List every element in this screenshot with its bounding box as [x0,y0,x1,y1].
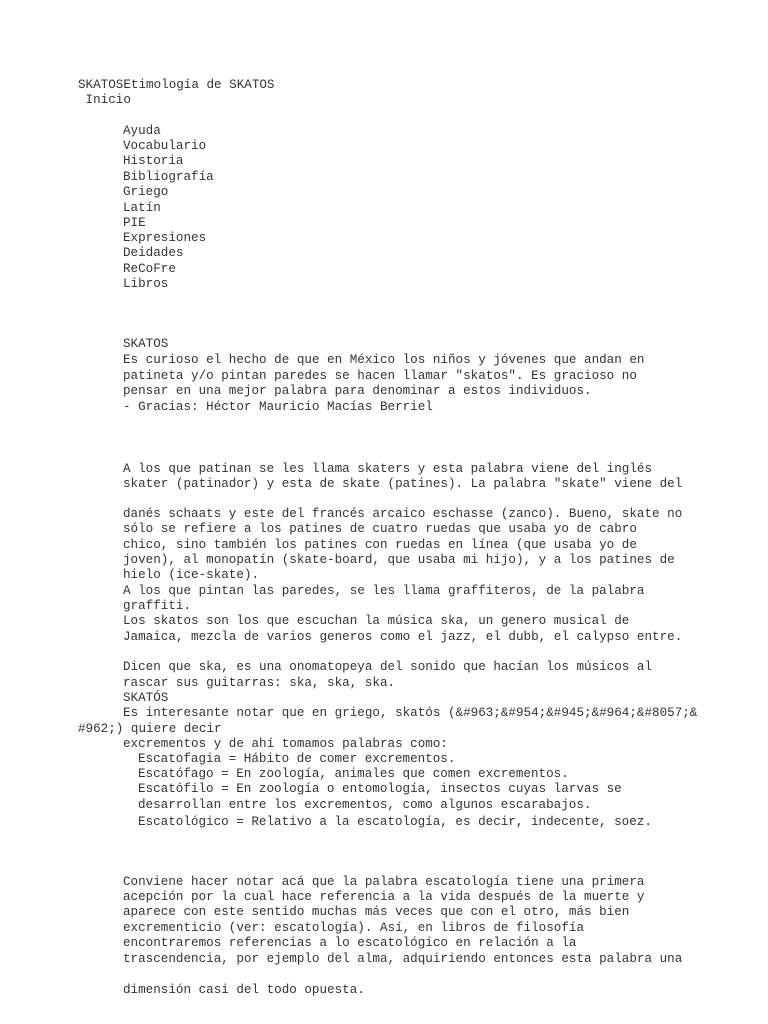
paragraph-line: Jamaica, mezcla de varios generos como el jazz, el dubb, el calypso entre. [123,630,683,644]
paragraph-line: graffiti. [123,599,192,613]
section-heading-skatos-greek: SKATÓS [123,691,169,705]
paragraph-line: hielo (ice-skate). [123,568,260,582]
paragraph-line: pensar en una mejor palabra para denominar a estos individuos. [123,384,592,398]
paragraph-line: dimensión casi del todo opuesta. [123,983,365,997]
nav-item-vocabulario[interactable]: Vocabulario [123,139,207,153]
nav-item-historia[interactable]: Historia [123,154,184,168]
paragraph-line: trascendencia, por ejemplo del alma, adquiriendo entonces esta palabra una [123,952,683,966]
nav-item-latin[interactable]: Latín [123,201,161,215]
paragraph-line: A los que patinan se les llama skaters y esta palabra viene del inglés [123,462,653,476]
page-title: SKATOSEtimología de SKATOS [78,78,275,92]
term-item: Escatológico = Relativo a la escatología, es decir, indecente, soez. [138,815,652,829]
credit-line: - Gracias: Héctor Mauricio Macías Berriel [123,400,433,414]
nav-item-recofre[interactable]: ReCoFre [123,262,176,276]
paragraph-line: danés schaats y este del francés arcaico eschasse (zanco). Bueno, skate no [123,507,683,521]
paragraph-line: encontraremos referencias a lo escatológico en relación a la [123,936,577,950]
paragraph-line: acepción por la cual hace referencia a la vida después de la muerte y [123,890,645,904]
nav-item-expresiones[interactable]: Expresiones [123,231,207,245]
section-heading-skatos: SKATOS [123,337,169,351]
paragraph-line: sólo se refiere a los patines de cuatro ruedas que usaba yo de cabro [123,522,637,536]
paragraph-line: Conviene hacer notar acá que la palabra escatología tiene una primera [123,875,645,889]
paragraph-line: excrementicio (ver: escatología). Así, en libros de filosofía [123,921,585,935]
paragraph-line: patineta y/o pintan paredes se hacen llamar "skatos". Es gracioso no [123,369,637,383]
paragraph-line: aparece con este sentido muchas más veces que con el otro, más bien [123,905,630,919]
paragraph-line: Es interesante notar que en griego, skatós (&#963;&#954;&#945;&#964;&#8057;& [123,706,698,720]
term-item: Escatófago = En zoología, animales que comen excrementos. [138,767,569,781]
nav-item-pie[interactable]: PIE [123,216,146,230]
nav-item-ayuda[interactable]: Ayuda [123,124,161,138]
term-item: desarrollan entre los excrementos, como algunos escarabajos. [138,798,592,812]
nav-item-deidades[interactable]: Deidades [123,246,184,260]
paragraph-line: rascar sus guitarras: ska, ska, ska. [123,676,396,690]
term-item: Escatófilo = En zoología o entomología, insectos cuyas larvas se [138,782,622,796]
home-link[interactable]: Inicio [78,93,131,107]
paragraph-line: chico, sino también los patines con ruedas en línea (que usaba yo de [123,538,637,552]
nav-item-bibliografia[interactable]: Bibliografía [123,170,214,184]
paragraph-line: A los que pintan las paredes, se les llama graffiteros, de la palabra [123,584,645,598]
paragraph-line: excrementos y de ahí tomamos palabras como: [123,737,448,751]
nav-item-griego[interactable]: Griego [123,185,169,199]
paragraph-line: Dicen que ska, es una onomatopeya del sonido que hacían los músicos al [123,660,653,674]
paragraph-line: Es curioso el hecho de que en México los niños y jóvenes que andan en [123,353,645,367]
paragraph-line: #962;) quiere decir [78,722,222,736]
paragraph-line: joven), al monopatín (skate-board, que usaba mi hijo), y a los patines de [123,553,675,567]
nav-item-libros[interactable]: Libros [123,277,169,291]
term-item: Escatofagia = Hábito de comer excrementos. [138,752,456,766]
paragraph-line: Los skatos son los que escuchan la música ska, un genero musical de [123,614,630,628]
paragraph-line: skater (patinador) y esta de skate (patines). La palabra "skate" viene del [123,477,683,491]
